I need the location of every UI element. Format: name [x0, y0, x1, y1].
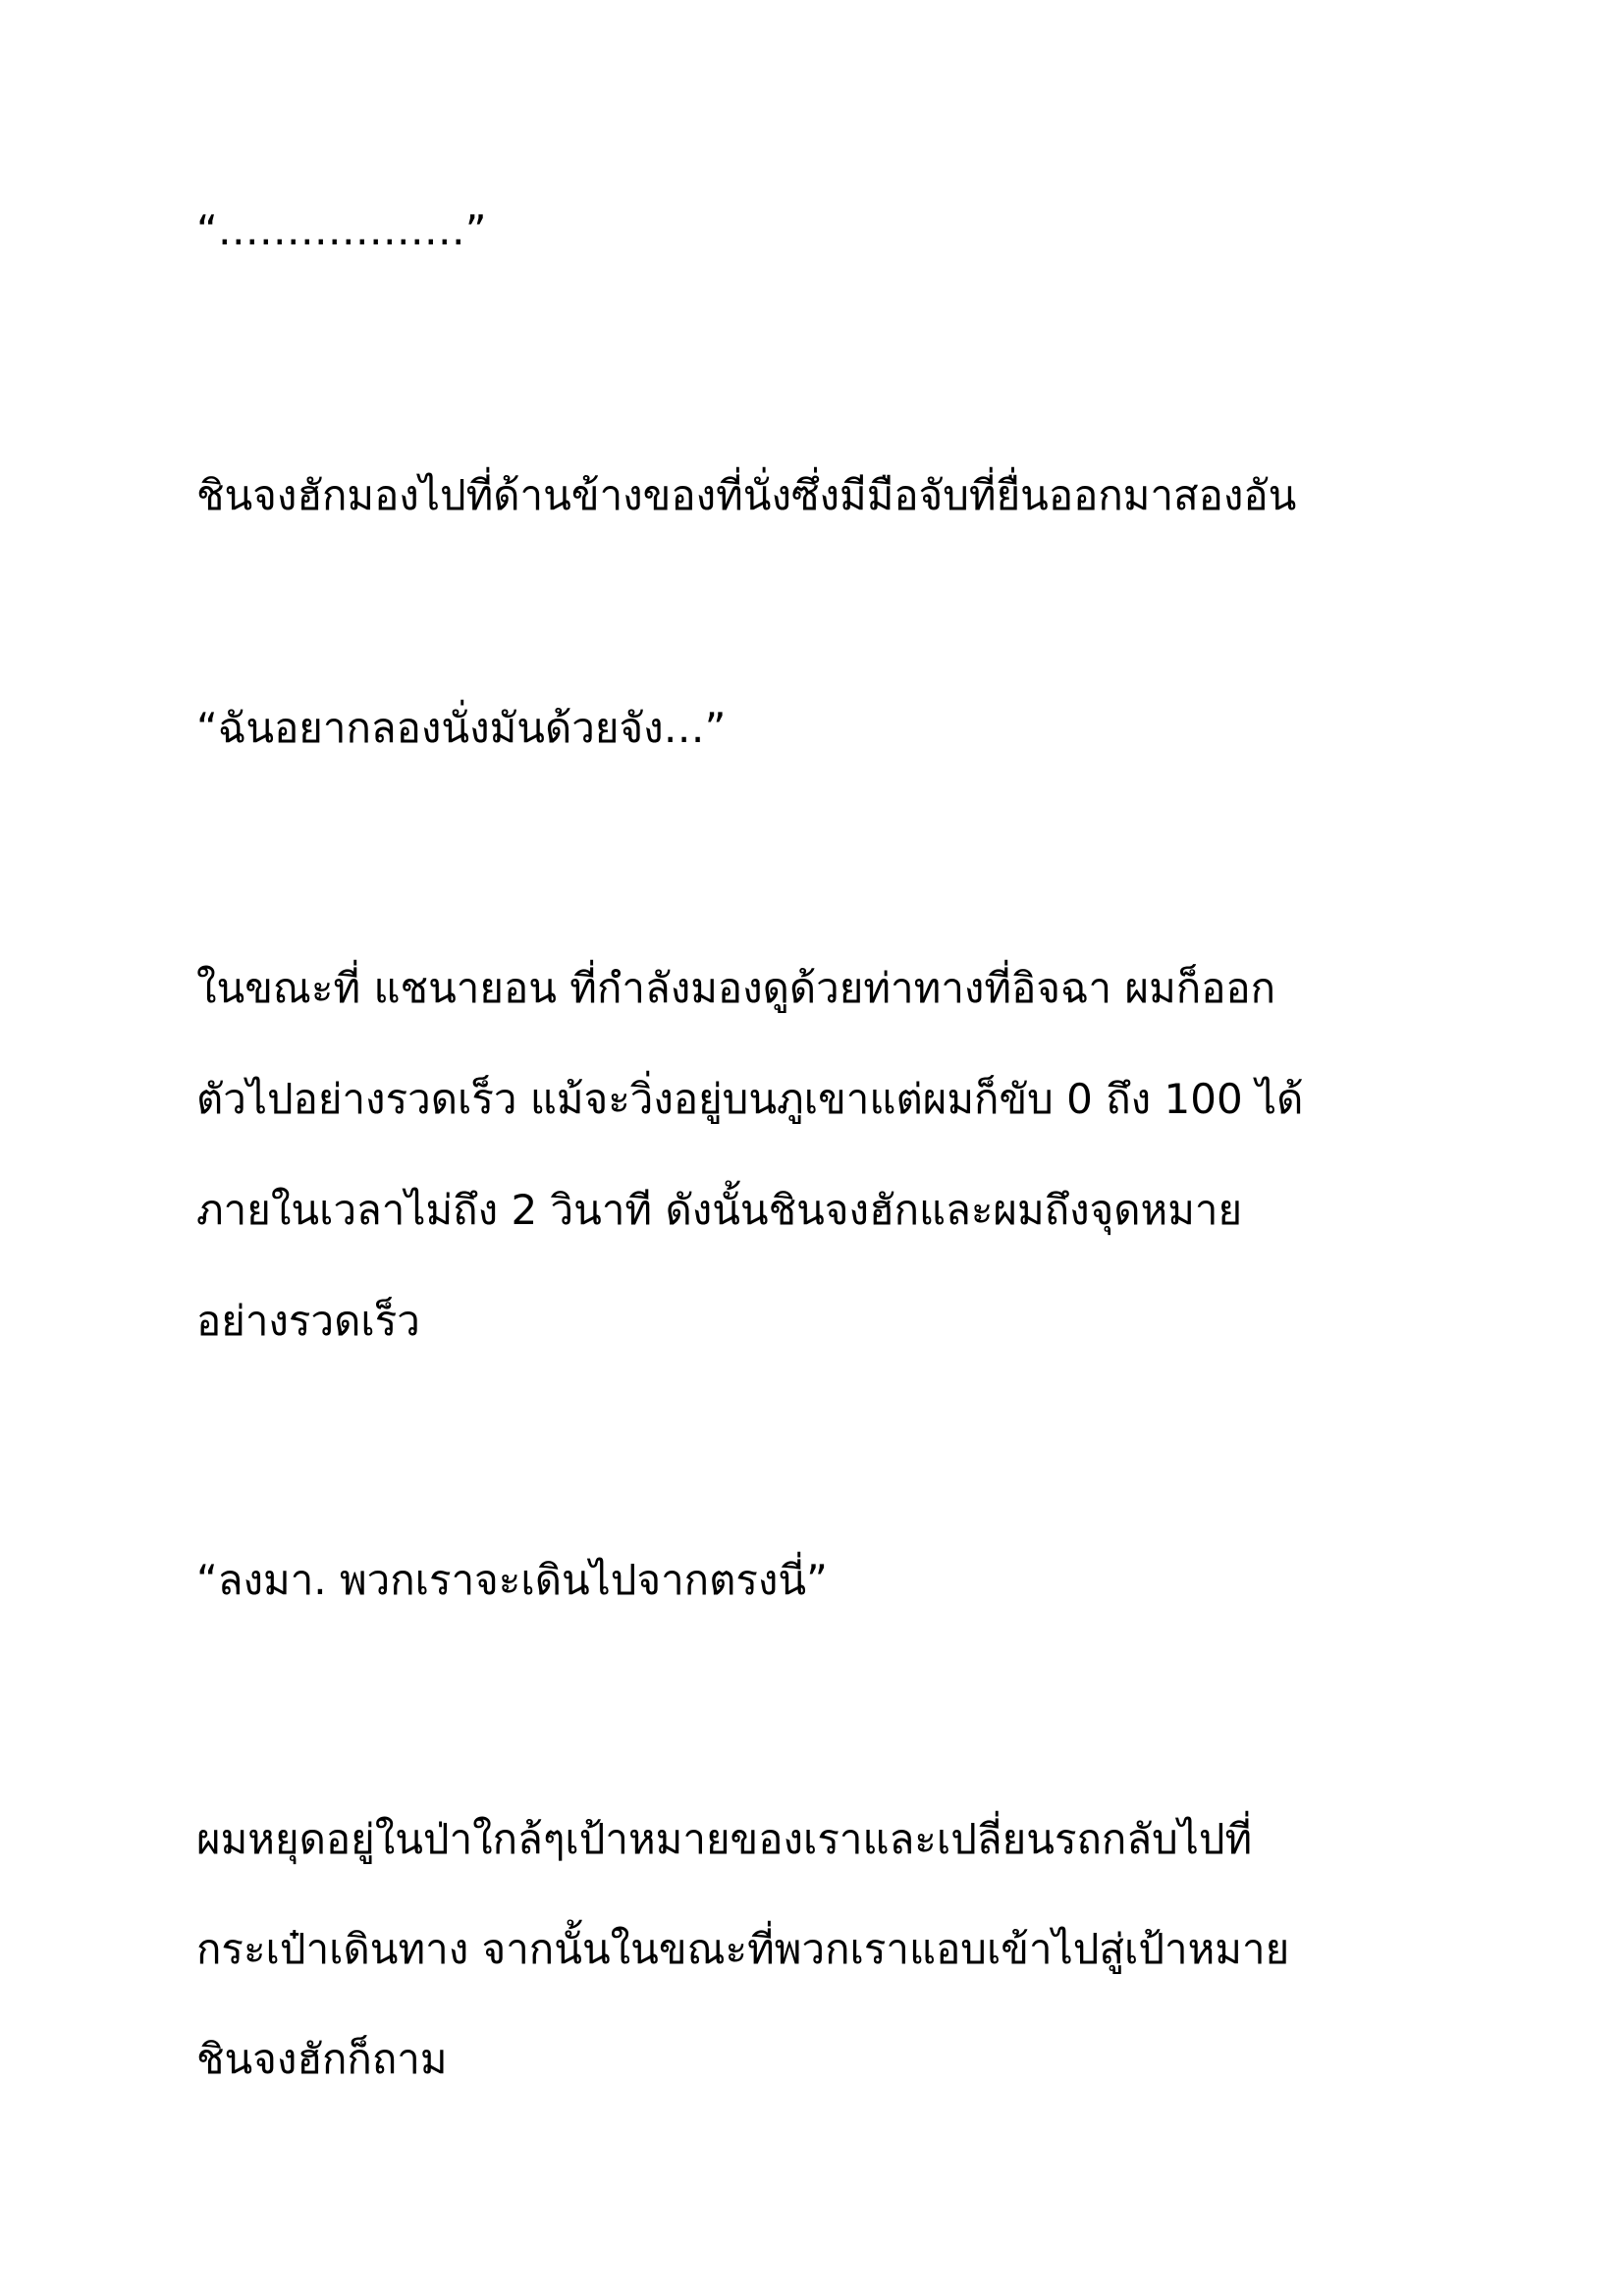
paragraph-3-line-2: ตัวไปอย่างรวดเร็ว แม้จะวิ่งอยู่บนภูเขาแต่ผมก็ขับ 0 ถึง 100 ได้ — [196, 1075, 1304, 1123]
paragraph-3-line-3: ภายในเวลาไม่ถึง 2 วินาที ดังนั้นชินจงฮักและผมถึงจุดหมาย — [196, 1186, 1243, 1234]
paragraph-5-line-3: ชินจงฮักก็ถาม — [196, 2035, 448, 2083]
paragraph-5-line-2: กระเป๋าเดินทาง จากนั้นในขณะที่พวกเราแอบเข้าไปสู่เป้าหมาย — [196, 1925, 1290, 1973]
paragraph-2-line-1: “ฉันอยากลองนั่งมันด้วยจัง…” — [196, 704, 727, 752]
paragraph-4-line-1: “ลงมา. พวกเราจะเดินไปจากตรงนี่” — [196, 1556, 828, 1604]
paragraph-3-line-1: ในขณะที่ แชนายอน ที่กำลังมองดูด้วยท่าทางที่อิจฉา ผมก็ออก — [196, 964, 1276, 1012]
paragraph-1-line-1: ชินจงฮักมองไปที่ด้านข้างของที่นั่งซึ่งมีมือจับที่ยื่นออกมาสองอัน — [196, 471, 1297, 519]
paragraph-ellipsis-quote: “………………” — [196, 206, 487, 254]
paragraph-3-line-4: อย่างรวดเร็ว — [196, 1297, 420, 1345]
paragraph-5-line-1: ผมหยุดอยู่ในป่าใกล้ๆเป้าหมายของเราและเปลี่ยนรถกลับไปที่ — [196, 1815, 1253, 1863]
